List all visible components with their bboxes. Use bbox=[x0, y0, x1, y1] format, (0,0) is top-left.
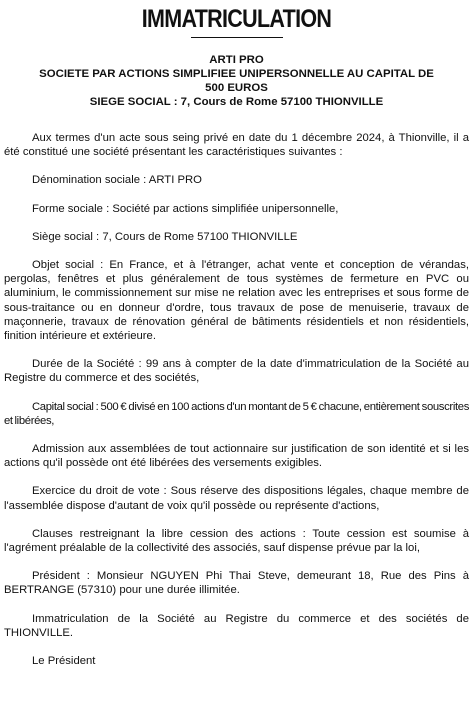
president-paragraph: Président : Monsieur NGUYEN Phi Thai Steve, demeurant 18, Rue des Pins à BERTRANGE (57310) pour une durée illimitée. bbox=[4, 570, 469, 597]
duration-paragraph: Durée de la Société : 99 ans à compter de la date d'immatriculation de la Société au Registre du commerce et des sociétés, bbox=[4, 358, 469, 385]
company-header bbox=[4, 53, 469, 109]
company-name: ARTI PRO bbox=[209, 54, 264, 66]
company-registered-office: SIEGE SOCIAL : 7, Cours de Rome 57100 THIONVILLE bbox=[89, 96, 384, 108]
company-capital: 500 EUROS bbox=[205, 82, 268, 94]
registration-paragraph: Immatriculation de la Société au Registre du commerce et des sociétés de THIONVILLE. bbox=[4, 612, 469, 639]
company-legal-form: SOCIETE PAR ACTIONS SIMPLIFIEE UNIPERSONNELLE AU CAPITAL DE bbox=[39, 68, 434, 80]
transfer-clauses-paragraph: Clauses restreignant la libre cession des actions : Toute cession est soumise à l'agrément préalable de la collectivité des associés, sauf dispense prévue par la loi, bbox=[4, 527, 469, 555]
corporate-purpose-paragraph: Objet social : En France, et à l'étranger, achat vente et conception de vérandas, pergolas, fenêtres et plus généralement de tous systèmes de fermeture en PVC ou aluminium, le commissionnement sur mise ne relation avec les entreprises et sous forme de sous-traitance ou en donneur d'ordre, tous travaux de pose de menuiserie, travaux de maçonnerie, travaux de rénovation général de bâtiments résidentiels et non résidentiels, finition intérieure et extérieure. bbox=[4, 259, 469, 343]
admission-paragraph: Admission aux assemblées de tout actionnaire sur justification de son identité et si les actions qu'il possède ont été libérées des versements exigibles. bbox=[4, 443, 469, 470]
notice-body bbox=[4, 131, 469, 668]
denomination-paragraph: Dénomination sociale : ARTI PRO bbox=[32, 174, 202, 187]
share-capital-paragraph: Capital social : 500 € divisé en 100 actions d'un montant de 5 € chacune, entièrement souscrites et libérées, bbox=[4, 400, 469, 427]
intro-paragraph: Aux termes d'un acte sous seing privé en date du 1 décembre 2024, à Thionville, il a été constitué une société présentant les caractéristiques suivantes : bbox=[4, 132, 469, 159]
registered-office-paragraph: Siège social : 7, Cours de Rome 57100 THIONVILLE bbox=[32, 230, 298, 243]
notice-title: IMMATRICULATION bbox=[141, 5, 332, 33]
legal-form-paragraph: Forme sociale : Société par actions simplifiée unipersonnelle, bbox=[32, 202, 339, 215]
voting-rights-paragraph: Exercice du droit de vote : Sous réserve des dispositions légales, chaque membre de l'assemblée dispose d'autant de voix qu'il possède ou représente d'actions, bbox=[4, 485, 469, 512]
signature-line: Le Président bbox=[32, 655, 96, 668]
title-underline bbox=[191, 37, 283, 38]
